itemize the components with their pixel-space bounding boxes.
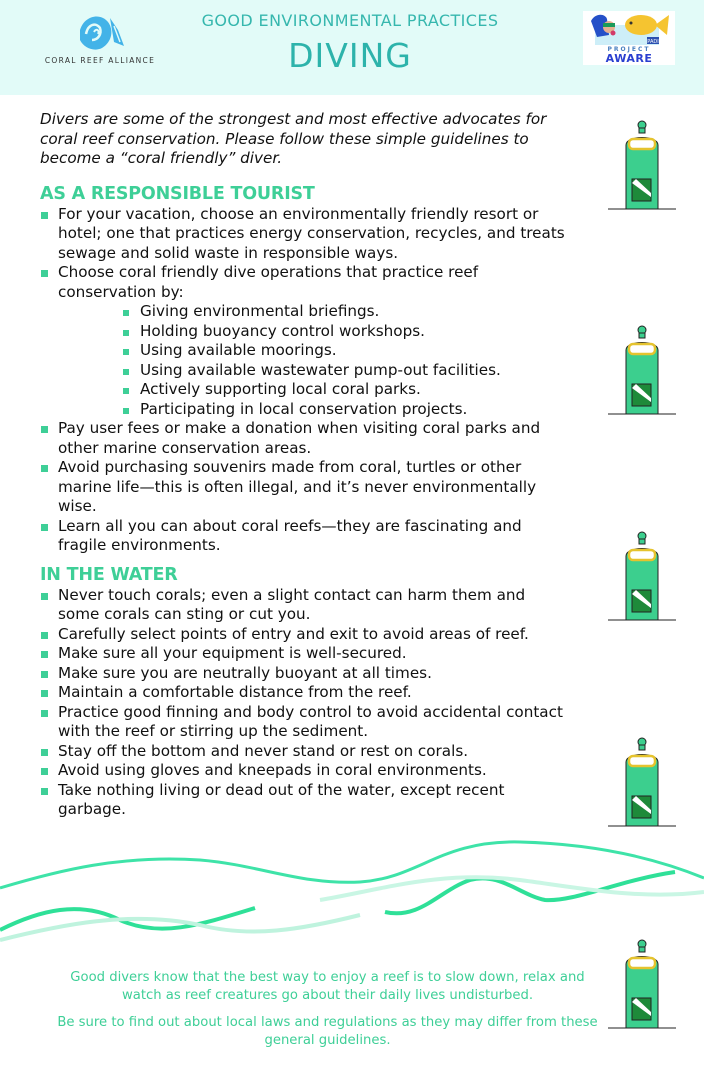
square-bullet-icon	[123, 349, 129, 355]
square-bullet-icon	[41, 749, 48, 756]
list-item: Make sure you are neutrally buoyant at all times.	[40, 664, 570, 684]
section-title-water: IN THE WATER	[40, 564, 178, 585]
padi-badge-text: PADI	[647, 39, 659, 45]
header-banner	[0, 0, 704, 95]
square-bullet-icon	[41, 212, 48, 219]
list-item: Maintain a comfortable distance from the reef.	[40, 683, 570, 703]
sub-list-item: Actively supporting local coral parks.	[122, 380, 570, 400]
square-bullet-icon	[41, 524, 48, 531]
list-item: Make sure all your equipment is well-secured.	[40, 644, 570, 664]
list-item: Pay user fees or make a donation when visiting coral parks and other marine conservation areas.	[40, 419, 570, 458]
square-bullet-icon	[41, 690, 48, 697]
intro-paragraph: Divers are some of the strongest and most effective advocates for coral reef conservation. Please follow these simple guidelines to become a “coral friendly” diver.	[40, 110, 547, 167]
square-bullet-icon	[123, 408, 129, 414]
footer-note-2: Be sure to find out about local laws and regulations as they may differ from these general guidelines.	[57, 1015, 598, 1048]
square-bullet-icon	[41, 651, 48, 658]
dive-operation-sublist	[122, 302, 570, 419]
list-item: Never touch corals; even a slight contact can harm them and some corals can sting or cut you.	[40, 586, 570, 625]
main-content	[40, 110, 570, 820]
footer-note-1: Good divers know that the best way to enjoy a reef is to slow down, relax and watch as reef creatures go about their daily lives undisturbed.	[70, 970, 585, 1003]
square-bullet-icon	[41, 710, 48, 717]
list-item: Avoid purchasing souvenirs made from coral, turtles or other marine life—this is often illegal, and it’s never environmentally wise.	[40, 458, 570, 517]
list-item: Learn all you can about coral reefs—they are fascinating and fragile environments.	[40, 517, 570, 556]
square-bullet-icon	[41, 788, 48, 795]
org-logo-text: CORAL REEF ALLIANCE	[44, 56, 156, 65]
list-item: Carefully select points of entry and exit to avoid areas of reef.	[40, 625, 570, 645]
square-bullet-icon	[41, 465, 48, 472]
partner-logo-line2: AWARE	[605, 52, 653, 65]
square-bullet-icon	[41, 593, 48, 600]
list-item: For your vacation, choose an environmentally friendly resort or hotel; one that practices energy conservation, recycles, and treats sewage and solid waste in responsible ways.	[40, 205, 570, 264]
coral-reef-alliance-logo	[38, 12, 162, 68]
footer	[50, 969, 605, 1059]
square-bullet-icon	[41, 768, 48, 775]
list-item: Take nothing living or dead out of the water, except recent garbage.	[40, 781, 570, 820]
scuba-tank-icon	[608, 322, 676, 422]
partner-logo-line1: PROJECT	[607, 46, 651, 53]
project-aware-logo	[583, 11, 675, 65]
sub-list-item: Holding buoyancy control workshops.	[122, 322, 570, 342]
list-item: Stay off the bottom and never stand or rest on corals.	[40, 742, 570, 762]
diver-fish-illustration-icon	[583, 11, 675, 47]
sub-list-item: Using available wastewater pump-out facilities.	[122, 361, 570, 381]
wave-decoration-icon	[0, 830, 704, 950]
list-item: Choose coral friendly dive operations that practice reef conservation by: Giving environmental briefings. Holding buoyancy control workshops. Using available moorings. Using available wastewater pump-out facilities. Actively supporting local coral parks. Participating in local conservation projects.	[40, 263, 570, 419]
square-bullet-icon	[123, 388, 129, 394]
square-bullet-icon	[41, 671, 48, 678]
scuba-tank-icon	[608, 734, 676, 834]
page-title: DIVING	[288, 36, 412, 75]
square-bullet-icon	[41, 632, 48, 639]
square-bullet-icon	[123, 330, 129, 336]
section-title-tourist: AS A RESPONSIBLE TOURIST	[40, 183, 315, 204]
water-list	[40, 586, 570, 820]
page-kicker: GOOD ENVIRONMENTAL PRACTICES	[201, 11, 499, 30]
scuba-tank-icon	[608, 117, 676, 217]
fish-logo-icon	[74, 12, 126, 54]
square-bullet-icon	[41, 270, 48, 277]
square-bullet-icon	[41, 426, 48, 433]
sub-list-item: Giving environmental briefings.	[122, 302, 570, 322]
square-bullet-icon	[123, 369, 129, 375]
scuba-tank-icon	[608, 528, 676, 628]
scuba-tank-icon	[608, 936, 676, 1036]
sub-list-item: Using available moorings.	[122, 341, 570, 361]
sub-list-item: Participating in local conservation projects.	[122, 400, 570, 420]
list-item: Avoid using gloves and kneepads in coral environments.	[40, 761, 570, 781]
list-item: Practice good finning and body control to avoid accidental contact with the reef or stirring up the sediment.	[40, 703, 570, 742]
square-bullet-icon	[123, 310, 129, 316]
tourist-list	[40, 205, 570, 556]
